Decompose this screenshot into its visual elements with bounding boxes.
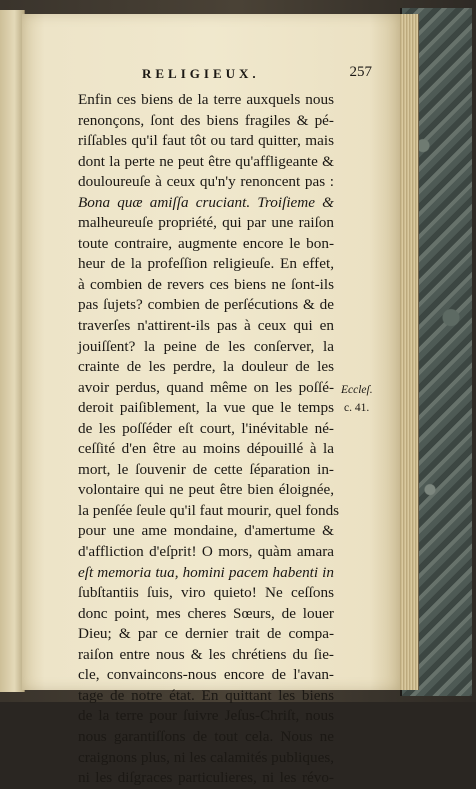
margin-reference-chapter: c. 41. (344, 402, 370, 414)
text-line: dont la perte ne peut être qu'affligeante & (78, 152, 334, 170)
text-line: heur de la profeſſion religieuſe. En effet, (78, 255, 334, 273)
text-line: de les poſſéder eſt court, l'inévitable né- (78, 419, 334, 437)
text-line: toute contraire, augmente encore le bon- (78, 234, 334, 252)
text-line: craignons plus, ni les calamités publiques, (78, 748, 335, 766)
text-line: raiſon entre nous & les chrétiens du ſie- (78, 645, 334, 663)
text-line: crainte de les perdre, la douleur de les (78, 358, 334, 376)
text-line: d'affliction d'eſprit! O mors, quàm amara (78, 543, 334, 561)
text-line: Enfin ces biens de la terre auxquels nous (78, 91, 334, 108)
text-line: renonçons, ſont des biens fragiles & pé- (78, 111, 334, 129)
text-line: avoir perdus, quand même on les poſſé- (78, 378, 334, 396)
text-line: de la terre pour ſuivre Jeſus-Chriſt, nous (78, 707, 334, 725)
text-line: à combien de revers ces biens ne ſont-ils (78, 275, 334, 293)
page-number: 257 (349, 64, 372, 80)
text-line: cle, convaincons-nous encore de l'avan- (78, 666, 334, 684)
text-line: pour une ame mondaine, d'amertume & (78, 522, 334, 540)
running-head: RELIGIEUX. (142, 66, 260, 81)
text-line: la penſée ſeule qu'il faut mourir, quel fonds (78, 501, 340, 519)
text-line: tage de notre état. En quittant les biens (78, 686, 334, 704)
page-header (114, 64, 378, 86)
text-line: donc point, mes cheres Sœurs, de louer (78, 604, 334, 622)
text-line: pas ſujets? combien de perſécutions & de (78, 296, 334, 314)
text-line: Dieu; & par ce dernier trait de compa- (78, 625, 334, 643)
text-line: ni les diſgraces particulieres, ni les révo- (78, 769, 334, 787)
text-line: Bona quæ amiſſa cruciant. Troiſieme & (78, 193, 334, 211)
body-text (78, 90, 340, 789)
text-line: traverſes n'attirent-ils pas à ceux qui en (78, 317, 334, 335)
text-line: ceſſité d'en être au moins dépouillé à la (78, 440, 334, 458)
text-line: ſubſtantiis ſuis, viro quieto! Ne ceſſons (78, 584, 334, 602)
text-line: volontaire qui ne peut être bien éloignée, (78, 481, 334, 499)
text-line: mort, le ſouvenir de cette ſéparation in- (78, 460, 334, 478)
margin-reference-book: Eccleſ. (341, 384, 373, 396)
text-line: nous garantiſſons de tout cela. Nous ne (78, 727, 334, 745)
book-page (22, 14, 400, 787)
text-line: deroit paiſiblement, la vue que le temps (78, 399, 334, 417)
text-line: douloureuſe à ceux qu'n'y renoncent pas : (78, 173, 334, 191)
text-line: jouiſſent? la peine de les conſerver, la (78, 337, 334, 355)
text-line: malheureuſe propriété, qui par une raiſon (78, 214, 334, 232)
text-line: eſt memoria tua, homini pacem habenti in (78, 563, 334, 581)
text-line: riſſables qu'il faut tôt ou tard quitter, mais (78, 132, 334, 150)
